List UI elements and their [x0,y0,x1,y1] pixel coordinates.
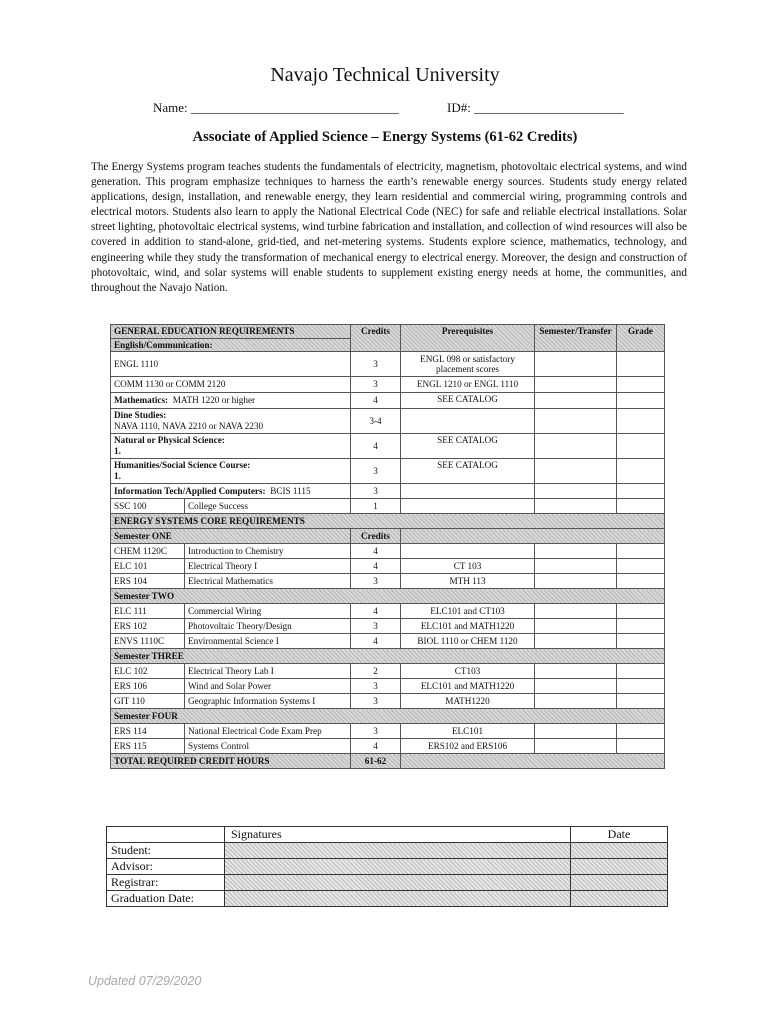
signature-row-label: Registrar: [107,875,225,891]
natsci-credits: 4 [351,434,401,459]
hum-credits: 3 [351,459,401,484]
id-field[interactable]: ID#: _______________________ [447,100,624,115]
course-semester[interactable] [535,619,617,634]
engl-prereq: ENGL 098 or satisfactory placement scores [401,352,535,377]
course-semester[interactable] [535,574,617,589]
course-grade[interactable] [617,679,665,694]
comm-semester[interactable] [535,377,617,393]
course-code: ERS 104 [111,574,185,589]
signature-row-label: Graduation Date: [107,891,225,907]
natsci-label: Natural or Physical Science: [114,435,225,445]
math-semester[interactable] [535,393,617,409]
course-title: Electrical Mathematics [185,574,351,589]
course-prereq: ELC101 [401,724,535,739]
table-row [111,664,665,679]
table-row [111,574,665,589]
core-label: ENERGY SYSTEMS CORE REQUIREMENTS [111,514,665,529]
ssc-code: SSC 100 [111,499,185,514]
requirements-table [110,324,665,769]
dine-prereq [401,409,535,434]
signature-row [107,891,668,907]
course-credits: 3 [351,679,401,694]
course-credits: 2 [351,664,401,679]
course-title: Photovoltaic Theory/Design [185,619,351,634]
hum-item: 1. [114,470,121,481]
table-row [111,393,665,409]
info-label: Information Tech/Applied Computers: [114,485,266,496]
course-credits: 4 [351,739,401,754]
dine-semester[interactable] [535,409,617,434]
english-label: English/Communication: [111,338,351,352]
course-title: Geographic Information Systems I [185,694,351,709]
dine-label: Dine Studies: [114,410,167,420]
course-grade[interactable] [617,694,665,709]
ssc-title: College Success [185,499,351,514]
course-title: Electrical Theory I [185,559,351,574]
sem3-label: Semester THREE [111,649,665,664]
semester-four-rows [111,724,665,754]
natsci-item: 1. [114,445,121,456]
math-credits: 4 [351,393,401,409]
course-grade[interactable] [617,664,665,679]
course-credits: 3 [351,724,401,739]
signature-row-label: Student: [107,843,225,859]
course-prereq: MATH1220 [401,694,535,709]
course-grade[interactable] [617,739,665,754]
table-row [111,434,665,459]
course-code: ERS 106 [111,679,185,694]
sem4-label: Semester FOUR [111,709,665,724]
course-grade[interactable] [617,604,665,619]
semester-transfer-header: Semester/Transfer [535,325,617,352]
hum-grade[interactable] [617,459,665,484]
course-semester[interactable] [535,559,617,574]
course-credits: 3 [351,694,401,709]
university-title: Navajo Technical University [270,64,500,86]
semester-one-header [111,529,665,544]
total-row [111,754,665,769]
table-row [111,409,665,434]
course-title: Introduction to Chemistry [185,544,351,559]
engl-credits: 3 [351,352,401,377]
signature-field[interactable] [225,859,571,875]
course-title: National Electrical Code Exam Prep [185,724,351,739]
course-prereq: ERS102 and ERS106 [401,739,535,754]
comm-credits: 3 [351,377,401,393]
ssc-credits: 1 [351,499,401,514]
table-row [111,352,665,377]
signature-row [107,859,668,875]
info-prereq [401,484,535,499]
course-code: ERS 114 [111,724,185,739]
course-semester[interactable] [535,679,617,694]
course-semester[interactable] [535,634,617,649]
table-row [111,619,665,634]
course-title: Commercial Wiring [185,604,351,619]
table-row [111,694,665,709]
course-code: ELC 101 [111,559,185,574]
signatures-header: Signatures [225,827,571,843]
date-header: Date [571,827,668,843]
signature-row-label: Advisor: [107,859,225,875]
comm-prereq: ENGL 1210 or ENGL 1110 [401,377,535,393]
date-field[interactable] [571,875,668,891]
math-grade[interactable] [617,393,665,409]
table-row [111,634,665,649]
signature-row [107,875,668,891]
semester-two-header [111,589,665,604]
signatures-table [106,826,668,907]
course-grade[interactable] [617,724,665,739]
info-credits: 3 [351,484,401,499]
name-field[interactable]: Name: ________________________________ [153,100,399,115]
course-prereq: ELC101 and CT103 [401,604,535,619]
ssc-prereq [401,499,535,514]
course-credits: 4 [351,559,401,574]
table-row [111,679,665,694]
table-row [111,724,665,739]
info-grade[interactable] [617,484,665,499]
course-credits: 3 [351,619,401,634]
credits-header: Credits [351,325,401,352]
math-prereq: SEE CATALOG [401,393,535,409]
course-grade[interactable] [617,544,665,559]
course-prereq: CT 103 [401,559,535,574]
semester-four-header [111,709,665,724]
course-code: ENVS 1110C [111,634,185,649]
grade-header: Grade [617,325,665,352]
engl-grade[interactable] [617,352,665,377]
course-credits: 4 [351,544,401,559]
hum-semester[interactable] [535,459,617,484]
dine-course: NAVA 1110, NAVA 2210 or NAVA 2230 [114,420,264,431]
course-prereq: MTH 113 [401,574,535,589]
signature-field[interactable] [225,843,571,859]
total-label: TOTAL REQUIRED CREDIT HOURS [111,754,351,769]
course-semester[interactable] [535,604,617,619]
natsci-prereq: SEE CATALOG [401,434,535,459]
course-credits: 4 [351,604,401,619]
semester-one-rows [111,544,665,589]
course-prereq: ELC101 and MATH1220 [401,679,535,694]
date-field[interactable] [571,891,668,907]
sem2-label: Semester TWO [111,589,665,604]
course-prereq: ELC101 and MATH1220 [401,619,535,634]
total-credits: 61-62 [351,754,401,769]
course-semester[interactable] [535,544,617,559]
course-prereq: BIOL 1110 or CHEM 1120 [401,634,535,649]
course-code: CHEM 1120C [111,544,185,559]
course-grade[interactable] [617,559,665,574]
hum-label: Humanities/Social Science Course: [114,460,251,470]
core-section-row [111,514,665,529]
course-code: ERS 102 [111,619,185,634]
ssc-grade[interactable] [617,499,665,514]
natsci-semester[interactable] [535,434,617,459]
course-title: Electrical Theory Lab I [185,664,351,679]
sem1-label: Semester ONE [111,529,351,544]
date-field[interactable] [571,859,668,875]
gen-ed-header: GENERAL EDUCATION REQUIREMENTS [111,325,351,339]
course-credits: 4 [351,634,401,649]
table-row [111,604,665,619]
course-code: GIT 110 [111,694,185,709]
course-title: Environmental Science I [185,634,351,649]
semester-two-rows [111,604,665,649]
program-description: The Energy Systems program teaches students the fundamentals of electricity, magnetism, photovoltaic electrical systems, and wind generation. This program emphasize techniques to harness the earth’s renewable energy sources. Students study energy related applications, design, installation, and renewable energy, they learn residential and commercial wiring, programming controls and electrical motors. Students also learn to apply the National Electrical Code (NEC) for safe and reliable electrical installations. Solar street lighting, photovoltaic electrical systems, wind turbine fabrication and installation, and collection of wind resources will also be covered in addition to stand-alone, grid-tied, and net-metering systems. Students explore science, mathematics, technology, and engineering while they study the transformation of mechanical energy to electrical energy. Moreover, the design and construction of photovoltaic, wind, and solar systems will enable students to supplement existing energy needs at home, the communities, and throughout the Navajo Nation. [91,161,687,294]
course-title: Systems Control [185,739,351,754]
table-row [111,544,665,559]
engl-semester[interactable] [535,352,617,377]
semester-three-rows [111,664,665,709]
dine-grade[interactable] [617,409,665,434]
comm-grade[interactable] [617,377,665,393]
semester-three-header [111,649,665,664]
natsci-grade[interactable] [617,434,665,459]
dine-credits: 3-4 [351,409,401,434]
table-row [111,459,665,484]
ssc-semester[interactable] [535,499,617,514]
course-semester[interactable] [535,724,617,739]
course-semester[interactable] [535,664,617,679]
date-field[interactable] [571,843,668,859]
table-header-row [111,325,665,339]
table-row [111,739,665,754]
course-grade[interactable] [617,574,665,589]
table-row [111,377,665,393]
math-label: Mathematics: [114,395,169,406]
signatures-header-row [107,827,668,843]
comm-course: COMM 1130 or COMM 2120 [111,377,351,393]
math-course: MATH 1220 or higher [172,395,256,406]
prerequisites-header: Prerequisites [401,325,535,352]
course-code: ELC 102 [111,664,185,679]
course-prereq [401,544,535,559]
updated-date: Updated 07/29/2020 [88,974,202,988]
course-prereq: CT103 [401,664,535,679]
course-title: Wind and Solar Power [185,679,351,694]
signature-field[interactable] [225,875,571,891]
info-semester[interactable] [535,484,617,499]
table-row [111,499,665,514]
hum-prereq: SEE CATALOG [401,459,535,484]
table-row [111,559,665,574]
course-semester[interactable] [535,694,617,709]
engl-course: ENGL 1110 [111,352,351,377]
course-credits: 3 [351,574,401,589]
course-grade[interactable] [617,619,665,634]
sem1-credits-label: Credits [351,529,401,544]
course-code: ERS 115 [111,739,185,754]
course-code: ELC 111 [111,604,185,619]
course-semester[interactable] [535,739,617,754]
signature-field[interactable] [225,891,571,907]
course-grade[interactable] [617,634,665,649]
info-course: BCIS 1115 [270,485,311,496]
signature-row [107,843,668,859]
program-heading: Associate of Applied Science – Energy Systems (61-62 Credits) [192,129,578,145]
table-row [111,484,665,499]
